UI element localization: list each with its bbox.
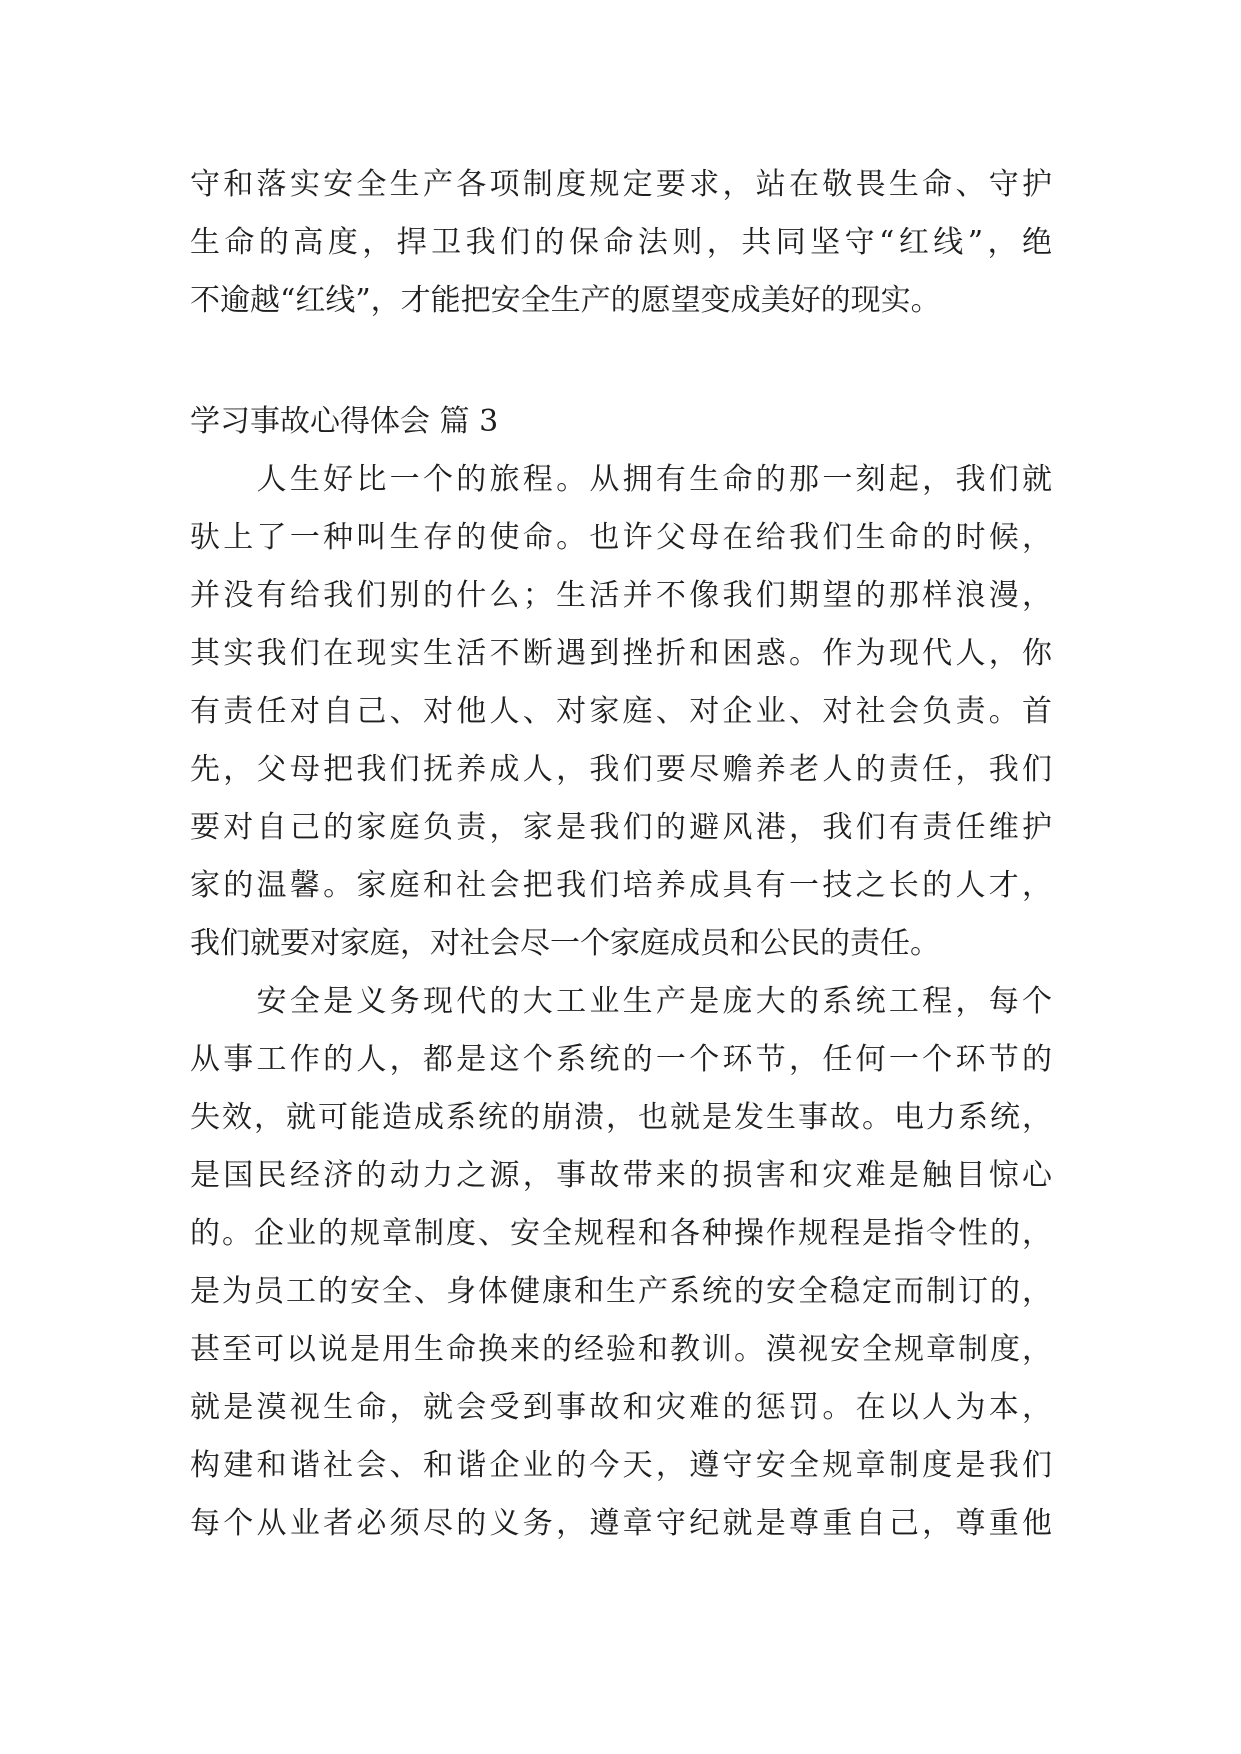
paragraph-line: 要对自己的家庭负责，家是我们的避风港，我们有责任维护 [190, 810, 1052, 845]
paragraph-2 [190, 973, 1052, 1553]
paragraph-line: 甚至可以说是用生命换来的经验和教训。漠视安全规章制度， [190, 1332, 1052, 1367]
paragraph-line: 是为员工的安全、身体健康和生产系统的安全稳定而制订的， [190, 1274, 1052, 1309]
paragraph-1 [190, 451, 1052, 973]
paragraph-line: 安全是义务现代的大工业生产是庞大的系统工程，每个 [190, 984, 1052, 1019]
paragraph-line: 守和落实安全生产各项制度规定要求，站在敬畏生命、守护 [190, 167, 1052, 202]
section-heading: 学习事故心得体会 篇 3 [190, 404, 499, 439]
paragraph-line: 并没有给我们别的什么；生活并不像我们期望的那样浪漫， [190, 578, 1052, 613]
paragraph-line: 的。企业的规章制度、安全规程和各种操作规程是指令性的， [190, 1216, 1052, 1251]
paragraph-line: 失效，就可能造成系统的崩溃，也就是发生事故。电力系统， [190, 1100, 1052, 1135]
paragraph-line: 驮上了一种叫生存的使命。也许父母在给我们生命的时候， [190, 520, 1052, 555]
paragraph-line: 人生好比一个的旅程。从拥有生命的那一刻起，我们就 [190, 462, 1052, 497]
paragraph-line: 我们就要对家庭，对社会尽一个家庭成员和公民的责任。 [190, 926, 940, 961]
paragraph-line: 每个从业者必须尽的义务，遵章守纪就是尊重自己，尊重他 [190, 1506, 1052, 1541]
paragraph-line: 先，父母把我们抚养成人，我们要尽赡养老人的责任，我们 [190, 752, 1052, 787]
paragraph-line: 从事工作的人，都是这个系统的一个环节，任何一个环节的 [190, 1042, 1052, 1077]
paragraph-line: 有责任对自己、对他人、对家庭、对企业、对社会负责。首 [190, 694, 1052, 729]
paragraph-line: 其实我们在现实生活不断遇到挫折和困惑。作为现代人，你 [190, 636, 1052, 671]
paragraph-line: 生命的高度，捍卫我们的保命法则，共同坚守“红线”，绝 [190, 225, 1052, 260]
paragraph-line: 家的温馨。家庭和社会把我们培养成具有一技之长的人才， [190, 868, 1052, 903]
paragraph-line: 是国民经济的动力之源，事故带来的损害和灾难是触目惊心 [190, 1158, 1052, 1193]
paragraph-line: 就是漠视生命，就会受到事故和灾难的惩罚。在以人为本， [190, 1390, 1052, 1425]
paragraph-line: 不逾越“红线”，才能把安全生产的愿望变成美好的现实。 [190, 283, 941, 318]
intro-paragraph [190, 156, 1052, 330]
paragraph-line: 构建和谐社会、和谐企业的今天，遵守安全规章制度是我们 [190, 1448, 1052, 1483]
